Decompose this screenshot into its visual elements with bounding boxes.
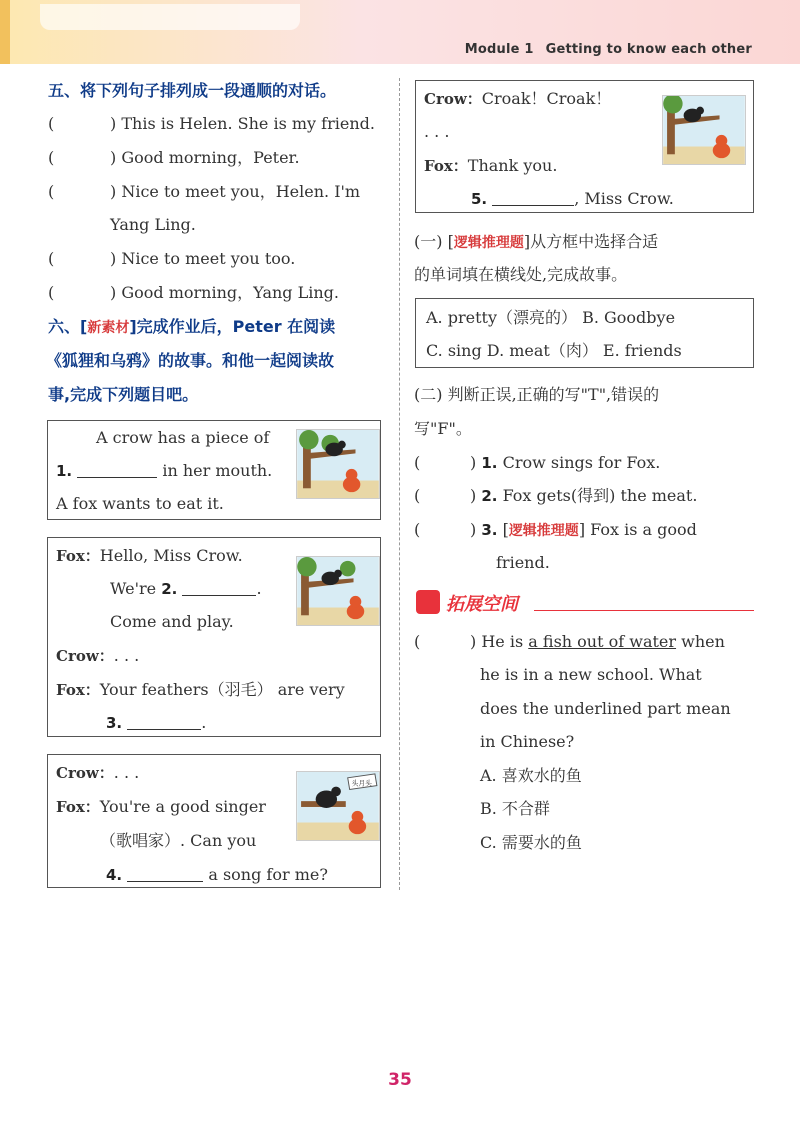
crow-fox-illustration (296, 429, 380, 499)
logic-tag: 逻辑推理题 (453, 235, 524, 251)
answer-blank-4[interactable] (127, 866, 203, 882)
tf-item-3-cont: friend. (496, 553, 550, 572)
extension-question: ( ) He is a fish out of water when (414, 632, 725, 651)
answer-blank-5[interactable] (492, 190, 574, 206)
extension-header (416, 588, 754, 616)
option-a: A. 喜欢水的鱼 (480, 766, 582, 785)
answer-blank-3[interactable] (127, 714, 201, 730)
crow-fox-illustration (296, 556, 380, 626)
module-header (465, 42, 752, 57)
extension-title: 拓展空间 (446, 594, 518, 615)
answer-blank-2[interactable] (182, 580, 256, 596)
crow-fox-picture (297, 430, 379, 498)
logic-tag: 逻辑推理题 (508, 523, 579, 539)
section5-title: 五、将下列句子排列成一段通顺的对话。 (48, 81, 337, 100)
word-bank-row-1: A. pretty（漂亮的） B. Goodbye (426, 308, 676, 327)
story-box-3: Crow：. . . Fox：You're a good singer （歌唱家）. Can you 4. a song for me? 头月头 (47, 754, 381, 888)
sec5-item-5: ( ) Good morning，Yang Ling. (48, 283, 340, 302)
crow-fox-ending-picture (663, 96, 745, 164)
column-divider (399, 78, 400, 890)
sec5-item-3: ( ) Nice to meet you，Helen. I'm (48, 182, 361, 201)
option-c: C. 需要水的鱼 (480, 833, 582, 852)
word-bank-row-2: C. sing D. meat（肉） E. friends (426, 341, 682, 360)
crow-fox-picture (297, 557, 379, 625)
sec5-item-text: Good morning，Yang Ling. (121, 283, 340, 302)
word-bank-box (415, 298, 754, 368)
page-number: 35 (388, 1070, 412, 1090)
story-box-2: Fox：Hello, Miss Crow. We're 2. . Come and play. Crow：. . . Fox：Your feathers（羽毛） are very 3. . (47, 537, 381, 737)
sec5-item-1: ( ) This is Helen. She is my friend. (48, 114, 375, 133)
part2-instruction-2: 写"F"。 (414, 419, 472, 438)
tf-item-2: ( ) 2. Fox gets(得到) the meat. (414, 486, 698, 505)
crow-fox-illustration (662, 95, 746, 165)
section6-title: 六、[新素材]完成作业后，Peter 在阅读 (48, 317, 336, 336)
header-tab-decoration (40, 4, 300, 30)
sec5-item-text: Good morning，Peter. (121, 148, 300, 167)
part1-instruction: (一) [逻辑推理题]从方框中选择合适 (414, 232, 659, 251)
header-strip (0, 0, 10, 64)
new-material-tag: 新素材 (87, 320, 130, 336)
crow-singing-picture (297, 772, 379, 840)
tf-item-3: ( ) 3. [逻辑推理题] Fox is a good (414, 520, 697, 539)
underlined-phrase: a fish out of water (528, 632, 677, 651)
answer-blank-1[interactable] (77, 462, 157, 478)
module-number: Module 1 (464, 42, 534, 57)
part1-instruction-2: 的单词填在横线处,完成故事。 (414, 265, 628, 284)
story-box-4: Crow：Croak！Croak！ . . . Fox：Thank you. 5. , Miss Crow. (415, 80, 754, 213)
section6-line3: 事,完成下列题目吧。 (48, 385, 199, 404)
sec5-item-text: Nice to meet you，Helen. I'm (121, 182, 361, 201)
option-b: B. 不合群 (480, 799, 550, 818)
sec5-item-3-cont: Yang Ling. (110, 215, 196, 234)
part2-instruction: (二) 判断正误,正确的写"T",错误的 (414, 385, 660, 404)
story-box-1: A crow has a piece of 1. in her mouth. A fox wants to eat it. (47, 420, 381, 520)
sec5-item-2: ( ) Good morning，Peter. (48, 148, 300, 167)
singing-sign-text: 头月头 (351, 779, 372, 788)
sec5-item-text: This is Helen. She is my friend. (121, 114, 375, 133)
sec5-item-4: ( ) Nice to meet you too. (48, 249, 296, 268)
extension-badge-icon (416, 590, 440, 614)
extension-rule (534, 610, 754, 611)
tf-item-1: ( ) 1. Crow sings for Fox. (414, 453, 661, 472)
sec5-item-text: Nice to meet you too. (121, 249, 296, 268)
crow-fox-illustration (296, 771, 380, 841)
module-title: Getting to know each other (545, 42, 752, 57)
section6-line2: 《狐狸和乌鸦》的故事。和他一起阅读故 (46, 351, 335, 370)
